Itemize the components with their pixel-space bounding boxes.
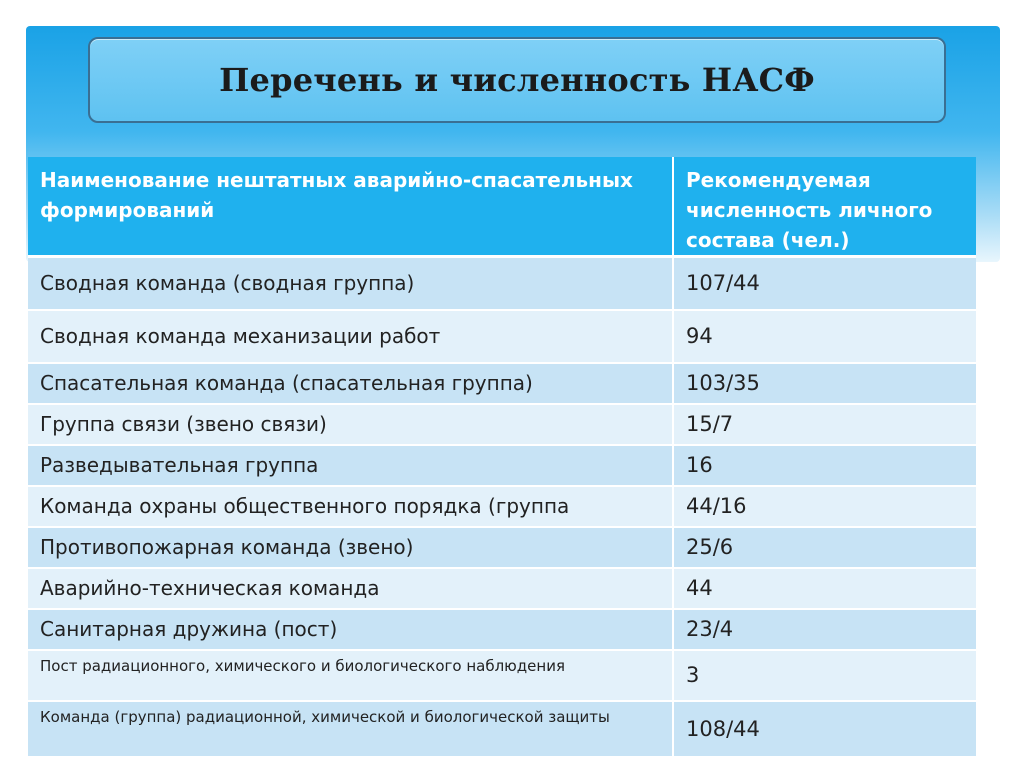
table-row: [28, 404, 976, 445]
row-value: 15/7: [673, 404, 976, 445]
title-box: [88, 37, 946, 123]
column-header-name: Наименование нештатных аварийно-спасательных формирований: [28, 157, 673, 257]
table-header-row: [28, 157, 976, 257]
row-value: 16: [673, 445, 976, 486]
row-value: 108/44: [673, 701, 976, 757]
row-name: Аварийно-техническая команда: [28, 568, 673, 609]
table-row: [28, 257, 976, 310]
table-row: [28, 363, 976, 404]
nasf-table: [28, 157, 976, 758]
column-header-count: Рекомендуемая численность личного состава (чел.): [673, 157, 976, 257]
row-name: Санитарная дружина (пост): [28, 609, 673, 650]
row-value: 23/4: [673, 609, 976, 650]
row-name: Противопожарная команда (звено): [28, 527, 673, 568]
row-value: 94: [673, 310, 976, 363]
table-row: [28, 527, 976, 568]
table-row: [28, 568, 976, 609]
table-row: [28, 445, 976, 486]
row-name: Команда охраны общественного порядка (группа: [28, 486, 673, 527]
row-value: 25/6: [673, 527, 976, 568]
row-value: 107/44: [673, 257, 976, 310]
row-value: 44: [673, 568, 976, 609]
row-name: Пост радиационного, химического и биологического наблюдения: [28, 650, 673, 701]
row-value: 103/35: [673, 363, 976, 404]
row-name: Разведывательная группа: [28, 445, 673, 486]
row-name: Группа связи (звено связи): [28, 404, 673, 445]
row-name: Сводная команда (сводная группа): [28, 257, 673, 310]
page-title: Перечень и численность НАСФ: [219, 61, 815, 99]
table-row: [28, 701, 976, 757]
table-row: [28, 609, 976, 650]
row-name: Сводная команда механизации работ: [28, 310, 673, 363]
table-row: [28, 486, 976, 527]
row-name: Спасательная команда (спасательная группа): [28, 363, 673, 404]
row-value: 44/16: [673, 486, 976, 527]
table-row: [28, 310, 976, 363]
table-row: [28, 650, 976, 701]
row-name: Команда (группа) радиационной, химической и биологической защиты: [28, 701, 673, 757]
row-value: 3: [673, 650, 976, 701]
